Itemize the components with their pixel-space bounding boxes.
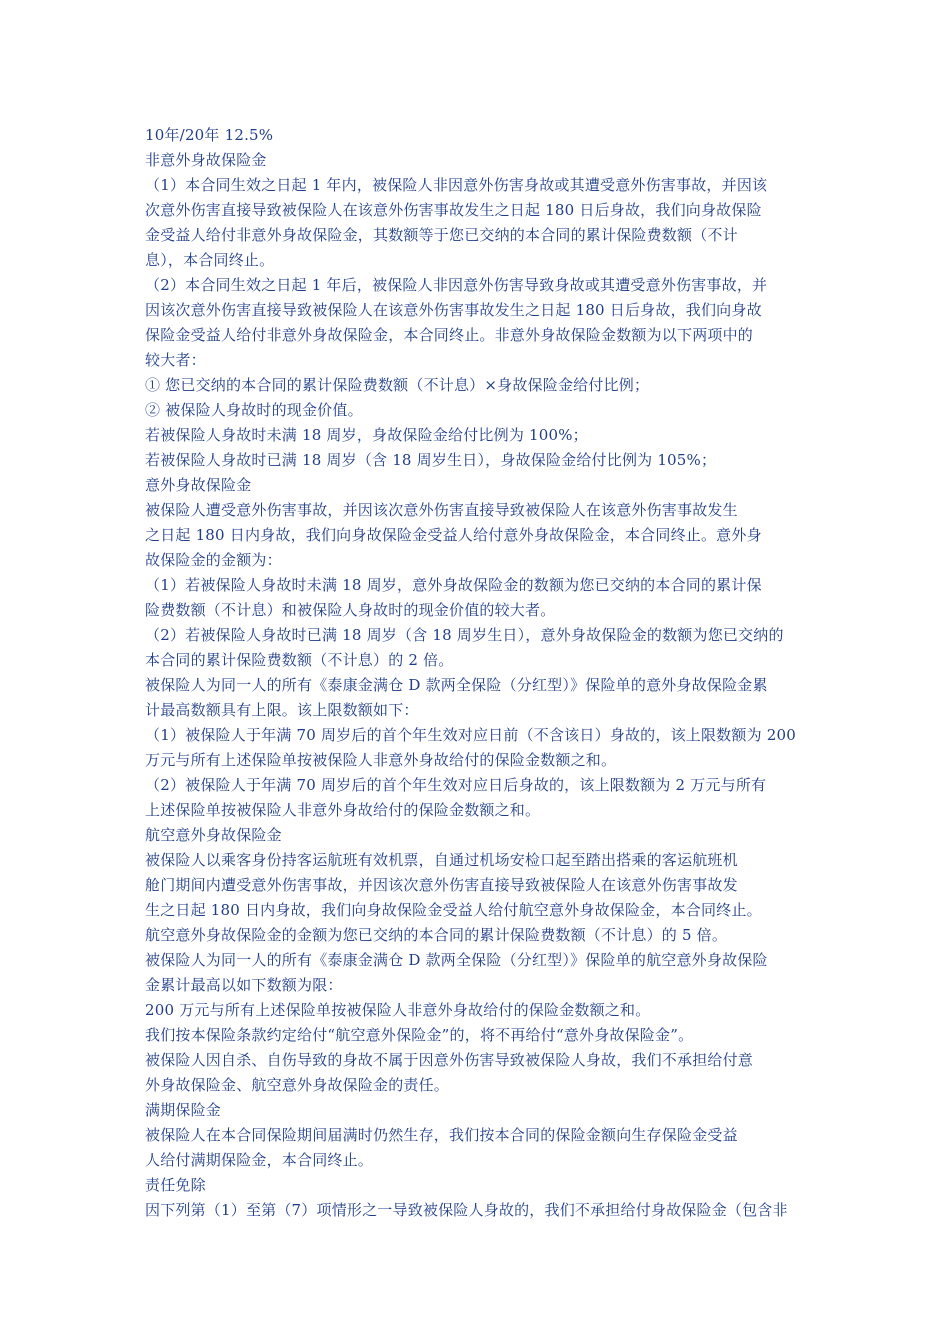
text-line: 若被保险人身故时未满 18 周岁，身故保险金给付比例为 100%； (145, 426, 588, 444)
text-line: 之日起 180 日内身故，我们向身故保险金受益人给付意外身故保险金，本合同终止。意外身 (145, 526, 762, 544)
section-heading: 意外身故保险金 (145, 476, 252, 494)
text-line: 外身故保险金、航空意外身故保险金的责任。 (145, 1076, 450, 1094)
section-heading: 责任免除 (145, 1176, 206, 1194)
text-line: 200 万元与所有上述保险单按被保险人非意外身故给付的保险金数额之和。 (145, 1001, 651, 1019)
text-line: 因该次意外伤害直接导致被保险人在该意外伤害事故发生之日起 180 日后身故，我们向身故 (145, 301, 762, 319)
text-line: 计最高数额具有上限。该上限数额如下： (145, 701, 419, 719)
text-line: 次意外伤害直接导致被保险人在该意外伤害事故发生之日起 180 日后身故，我们向身故保险 (145, 201, 762, 219)
text-line: 10年/20年 12.5% (145, 126, 274, 144)
document-body (145, 123, 809, 1223)
text-line: 被保险人遭受意外伤害事故，并因该次意外伤害直接导致被保险人在该意外伤害事故发生 (145, 501, 738, 519)
text-line: 被保险人以乘客身份持客运航班有效机票，自通过机场安检口起至踏出搭乘的客运航班机 (145, 851, 738, 869)
text-line: （1）被保险人于年满 70 周岁后的首个年生效对应日前（不含该日）身故的，该上限数额为 200 (145, 726, 796, 744)
text-line: 被保险人在本合同保险期间届满时仍然生存，我们按本合同的保险金额向生存保险金受益 (145, 1126, 738, 1144)
text-line: （2）被保险人于年满 70 周岁后的首个年生效对应日后身故的，该上限数额为 2 万元与所有 (145, 776, 767, 794)
text-line: 人给付满期保险金，本合同终止。 (145, 1151, 374, 1169)
section-heading: 航空意外身故保险金 (145, 826, 282, 844)
text-line: 金受益人给付非意外身故保险金，其数额等于您已交纳的本合同的累计保险费数额（不计 (145, 226, 738, 244)
text-line: ② 被保险人身故时的现金价值。 (145, 401, 363, 419)
text-line: 舱门期间内遭受意外伤害事故，并因该次意外伤害直接导致被保险人在该意外伤害事故发 (145, 876, 738, 894)
text-line: 万元与所有上述保险单按被保险人非意外身故给付的保险金数额之和。 (145, 751, 617, 769)
text-line: 金累计最高以如下数额为限： (145, 976, 343, 994)
text-line: 故保险金的金额为： (145, 551, 282, 569)
text-line: 被保险人为同一人的所有《泰康金满仓 D 款两全保险（分红型）》保险单的意外身故保险金累 (145, 676, 768, 694)
text-line: 较大者： (145, 351, 206, 369)
text-line: 保险金受益人给付非意外身故保险金，本合同终止。非意外身故保险金数额为以下两项中的 (145, 326, 754, 344)
text-line: 因下列第（1）至第（7）项情形之一导致被保险人身故的，我们不承担给付身故保险金（包含非 (145, 1201, 788, 1219)
text-line: 上述保险单按被保险人非意外身故给付的保险金数额之和。 (145, 801, 541, 819)
text-line: 险费数额（不计息）和被保险人身故时的现金价值的较大者。 (145, 601, 556, 619)
section-heading: 满期保险金 (145, 1101, 222, 1119)
text-line: （1）若被保险人身故时未满 18 周岁，意外身故保险金的数额为您已交纳的本合同的累计保 (145, 576, 762, 594)
text-line: 若被保险人身故时已满 18 周岁（含 18 周岁生日），身故保险金给付比例为 105%； (145, 451, 717, 469)
text-line: （2）若被保险人身故时已满 18 周岁（含 18 周岁生日），意外身故保险金的数额为您已交纳的 (145, 626, 784, 644)
text-line: （2）本合同生效之日起 1 年后，被保险人非因意外伤害导致身故或其遭受意外伤害事故，并 (145, 276, 768, 294)
text-line: 航空意外身故保险金的金额为您已交纳的本合同的累计保险费数额（不计息）的 5 倍。 (145, 926, 728, 944)
text-line: ① 您已交纳的本合同的累计保险费数额（不计息）×身故保险金给付比例； (145, 376, 650, 394)
text-line: 生之日起 180 日内身故，我们向身故保险金受益人给付航空意外身故保险金，本合同终止。 (145, 901, 762, 919)
text-line: 本合同的累计保险费数额（不计息）的 2 倍。 (145, 651, 454, 669)
text-line: 息），本合同终止。 (145, 251, 275, 269)
text-line: 被保险人为同一人的所有《泰康金满仓 D 款两全保险（分红型）》保险单的航空意外身故保险 (145, 951, 768, 969)
text-line: （1）本合同生效之日起 1 年内，被保险人非因意外伤害身故或其遭受意外伤害事故，并因该 (145, 176, 768, 194)
text-line: 我们按本保险条款约定给付“航空意外保险金”的，将不再给付“意外身故保险金”。 (145, 1026, 694, 1044)
section-heading: 非意外身故保险金 (145, 151, 267, 169)
text-line: 被保险人因自杀、自伤导致的身故不属于因意外伤害导致被保险人身故，我们不承担给付意 (145, 1051, 754, 1069)
